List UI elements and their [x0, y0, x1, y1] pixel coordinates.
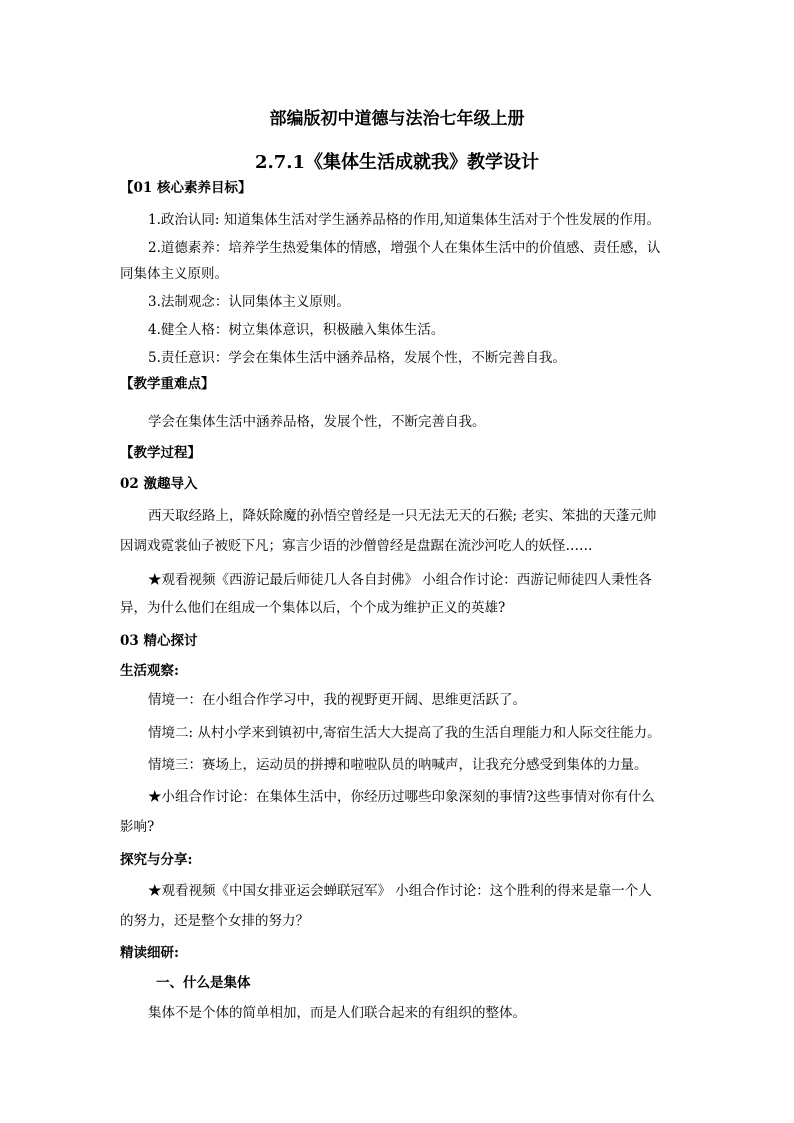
document-title: 部编版初中道德与法治七年级上册: [269, 109, 525, 129]
goal-item: 1.政治认同: 知道集体生活对学生涵养品格的作用,知道集体生活对于个性发展的作用。: [148, 212, 661, 228]
intro-discussion-line: 异，为什么他们在组成一个集体以后，个个成为维护正义的英雄?: [120, 600, 506, 616]
discussion-line: ★小组合作讨论：在集体生活中，你经历过哪些印象深刻的事情?这些事情对你有什么: [148, 789, 655, 805]
part-heading-intro: 02 激趣导入: [120, 476, 198, 492]
intro-discussion-line: ★观看视频《西游记最后师徒几人各自封佛》 小组合作讨论：西游记师徒四人秉性各: [148, 572, 652, 588]
subheading-what-is-collective: 一、什么是集体: [156, 975, 251, 991]
scenario-line: 情境三：赛场上，运动员的拼搏和啦啦队员的呐喊声，让我充分感受到集体的力量。: [148, 757, 648, 773]
discussion-line: 影响?: [120, 819, 155, 835]
goal-item: 3.法制观念：认同集体主义原则。: [148, 294, 350, 310]
definition-text: 集体不是个体的简单相加，而是人们联合起来的有组织的整体。: [148, 1005, 526, 1021]
intro-paragraph-line: 因调戏霓裳仙子被贬下凡；寡言少语的沙僧曾经是盘踞在流沙河吃人的妖怪……: [120, 538, 593, 554]
goal-item: 2.道德素养：培养学生热爱集体的情感，增强个人在集体生活中的价值感、责任感，认: [148, 240, 661, 256]
scenario-line: 情境二: 从村小学来到镇初中,寄宿生活大大提高了我的生活自理能力和人际交往能力。: [148, 725, 661, 741]
key-points-text: 学会在集体生活中涵养品格，发展个性，不断完善自我。: [148, 414, 486, 430]
subheading-close-reading: 精读细研:: [120, 945, 179, 961]
subheading-explore-share: 探究与分享:: [120, 852, 193, 868]
goal-item: 4.健全人格：树立集体意识，积极融入集体生活。: [148, 322, 445, 338]
subheading-life-observation: 生活观察:: [120, 663, 179, 679]
goal-item: 5.责任意识：学会在集体生活中涵养品格，发展个性，不断完善自我。: [148, 350, 566, 366]
section-heading-goals: 【01 核心素养目标】: [120, 180, 252, 196]
document-subtitle: 2.7.1《集体生活成就我》教学设计: [254, 152, 540, 173]
section-heading-key-points: 【教学重难点】: [120, 376, 215, 392]
goal-item-continued: 同集体主义原则。: [120, 266, 228, 282]
explore-line: ★观看视频《中国女排亚运会蝉联冠军》 小组合作讨论：这个胜利的得来是靠一个人: [148, 883, 652, 899]
section-heading-process: 【教学过程】: [120, 445, 201, 461]
scenario-line: 情境一：在小组合作学习中，我的视野更开阔、思维更活跃了。: [148, 692, 526, 708]
intro-paragraph-line: 西天取经路上，降妖除魔的孙悟空曾经是一只无法无天的石猴; 老实、笨拙的天蓬元帅: [148, 508, 657, 524]
explore-line: 的努力，还是整个女排的努力？: [120, 913, 309, 929]
part-heading-explore: 03 精心探讨: [120, 633, 198, 649]
